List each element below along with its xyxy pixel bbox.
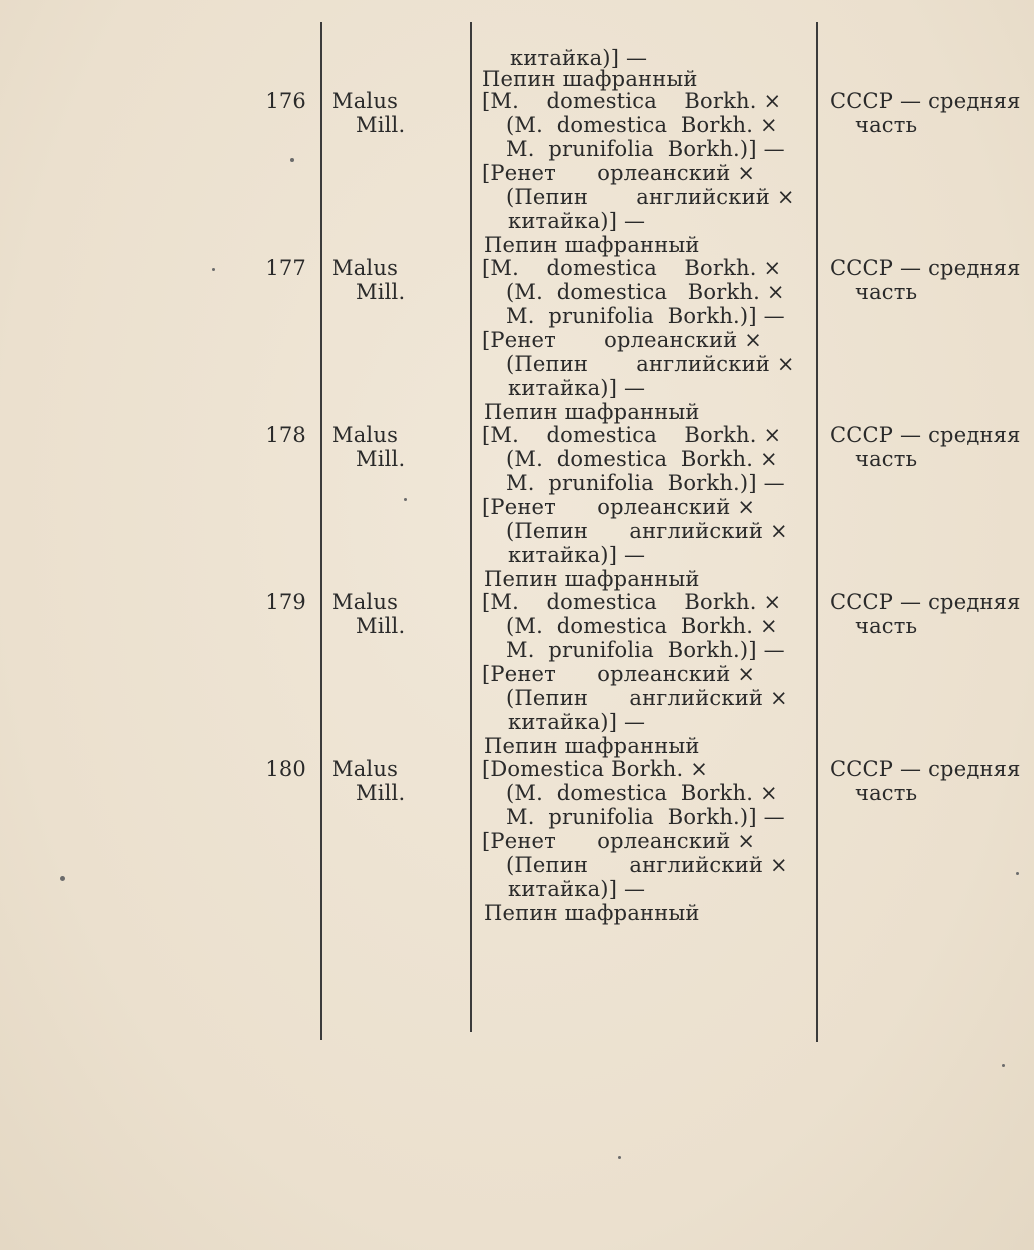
genus-author: Mill. <box>356 447 406 471</box>
region-country: СССР — средняя <box>830 256 1021 280</box>
genus-name: Malus <box>332 757 399 781</box>
print-speck <box>290 158 294 162</box>
pedigree-line: M. prunifolia Borkh.)] — <box>506 137 785 161</box>
pedigree-line: (Пепин английский × <box>506 352 795 376</box>
entry-number: 176 <box>265 89 306 113</box>
print-speck <box>1016 872 1019 875</box>
region-part: часть <box>855 280 918 304</box>
entry-number: 179 <box>265 590 306 614</box>
pedigree-line: (Пепин английский × <box>506 853 788 877</box>
pedigree-line: китайка)] — <box>508 209 646 233</box>
genus-author: Mill. <box>356 280 406 304</box>
pedigree-line: [M. domestica Borkh. × <box>482 89 782 113</box>
pedigree-line: (Пепин английский × <box>506 185 795 209</box>
pedigree-line: китайка)] — <box>508 376 646 400</box>
genus-author: Mill. <box>356 614 406 638</box>
pedigree-line: (M. domestica Borkh. × <box>506 447 778 471</box>
pedigree-line: M. prunifolia Borkh.)] — <box>506 304 785 328</box>
region-part: часть <box>855 614 918 638</box>
region-part: часть <box>855 447 918 471</box>
region-part: часть <box>855 113 918 137</box>
continuation-line: Пепин шафранный <box>482 67 698 91</box>
genus-name: Malus <box>332 89 399 113</box>
print-speck <box>212 268 215 271</box>
genus-name: Malus <box>332 256 399 280</box>
pedigree-line: китайка)] — <box>508 710 646 734</box>
pedigree-line: (M. domestica Borkh. × <box>506 280 785 304</box>
pedigree-line: (M. domestica Borkh. × <box>506 614 778 638</box>
pedigree-line: [Ренет орлеанский × <box>482 662 756 686</box>
pedigree-line: [Ренет орлеанский × <box>482 161 756 185</box>
pedigree-line: [M. domestica Borkh. × <box>482 590 782 614</box>
pedigree-line: (M. domestica Borkh. × <box>506 113 778 137</box>
pedigree-line: Пепин шафранный <box>484 901 700 925</box>
pedigree-line: [Ренет орлеанский × <box>482 495 756 519</box>
print-speck <box>404 498 407 501</box>
pedigree-line: M. prunifolia Borkh.)] — <box>506 805 785 829</box>
genus-author: Mill. <box>356 113 406 137</box>
print-speck <box>1002 1064 1005 1067</box>
genus-name: Malus <box>332 590 399 614</box>
pedigree-line: Пепин шафранный <box>484 734 700 758</box>
genus-author: Mill. <box>356 781 406 805</box>
column-rule-3 <box>816 22 818 1042</box>
pedigree-line: Пепин шафранный <box>484 400 700 424</box>
pedigree-line: [Ренет орлеанский × <box>482 829 756 853</box>
pedigree-line: китайка)] — <box>508 877 646 901</box>
continuation-line: китайка)] — <box>510 46 648 70</box>
region-part: часть <box>855 781 918 805</box>
pedigree-line: [Ренет орлеанский × <box>482 328 763 352</box>
print-speck <box>618 1156 621 1159</box>
region-country: СССР — средняя <box>830 757 1021 781</box>
entry-number: 180 <box>265 757 306 781</box>
column-rule-2 <box>470 22 472 1032</box>
pedigree-line: (Пепин английский × <box>506 686 788 710</box>
region-country: СССР — средняя <box>830 590 1021 614</box>
pedigree-line: Пепин шафранный <box>484 233 700 257</box>
pedigree-line: [M. domestica Borkh. × <box>482 423 782 447</box>
pedigree-line: Пепин шафранный <box>484 567 700 591</box>
pedigree-line: M. prunifolia Borkh.)] — <box>506 638 785 662</box>
pedigree-line: (M. domestica Borkh. × <box>506 781 778 805</box>
pedigree-line: [M. domestica Borkh. × <box>482 256 782 280</box>
region-country: СССР — средняя <box>830 423 1021 447</box>
entry-number: 178 <box>265 423 306 447</box>
pedigree-line: M. prunifolia Borkh.)] — <box>506 471 785 495</box>
pedigree-line: [Domestica Borkh. × <box>482 757 709 781</box>
entry-number: 177 <box>265 256 306 280</box>
genus-name: Malus <box>332 423 399 447</box>
region-country: СССР — средняя <box>830 89 1021 113</box>
pedigree-line: китайка)] — <box>508 543 646 567</box>
pedigree-line: (Пепин английский × <box>506 519 788 543</box>
print-speck <box>60 876 65 881</box>
column-rule-1 <box>320 22 322 1040</box>
